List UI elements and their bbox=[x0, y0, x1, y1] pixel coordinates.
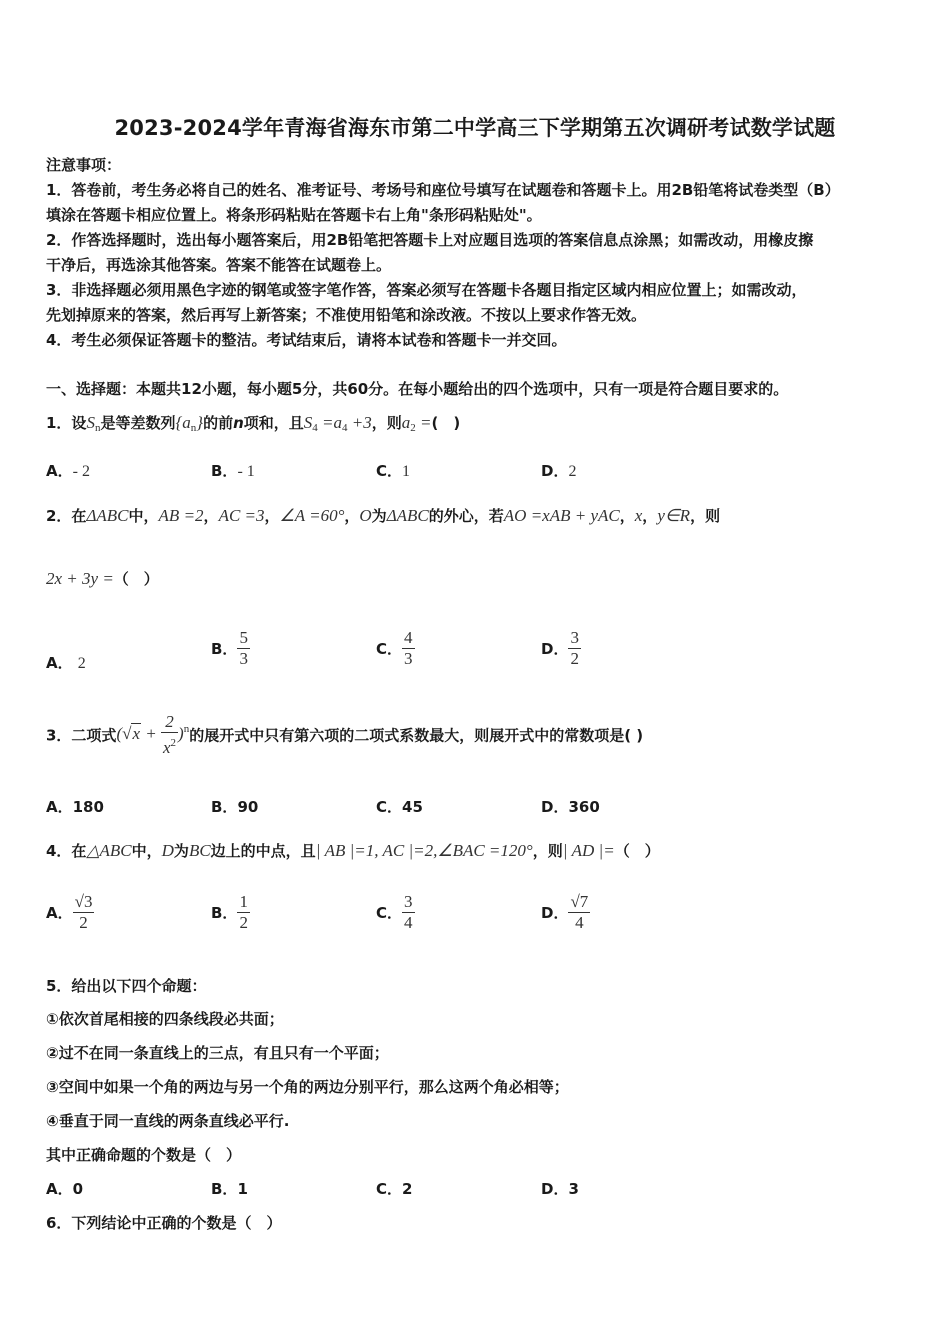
question-6: 6．下列结论中正确的个数是（ ） bbox=[46, 1214, 282, 1232]
q2-option-c[interactable]: C． $\frac{4}{3}$ bbox=[376, 628, 413, 668]
q4-option-a[interactable]: A． $\frac{√3}{2}$ bbox=[46, 892, 93, 932]
notice-line: 3．非选择题必须用黑色字迹的钢笔或签字笔作答，答案必须写在答题卡各题目指定区域内相应位置上；如需改动， bbox=[46, 281, 807, 299]
notice-line: 干净后，再选涂其他答案。答案不能答在试题卷上。 bbox=[46, 256, 392, 274]
notice-line: 先划掉原来的答案，然后再写上新答案；不准使用铅笔和涂改液。不按以上要求作答无效。 bbox=[46, 306, 647, 324]
q1-math: $a_2$ = bbox=[401, 413, 432, 434]
q4-option-d[interactable]: D． $\frac{√7}{4}$ bbox=[541, 892, 589, 932]
proposition-item: ②过不在同一条直线上的三点，有且只有一个平面； bbox=[46, 1044, 389, 1062]
notice-line: 1．答卷前，考生务必将自己的姓名、准考证号、考场号和座位号填写在试题卷和答题卡上。用2B铅笔将试卷类型（B） bbox=[46, 181, 840, 199]
q3-option-a[interactable]: A．180 bbox=[46, 798, 104, 816]
q4-option-b[interactable]: B． $\frac{1}{2}$ bbox=[211, 892, 248, 932]
q3-option-b[interactable]: B．90 bbox=[211, 798, 259, 816]
q1-text: 1．设 bbox=[46, 414, 87, 432]
binomial-expression: (√x + $\frac{2}{x^2}$ )$^n$ bbox=[116, 712, 190, 757]
proposition-item: ③空间中如果一个角的两边与另一个角的两边分别平行，那么这两个角必相等； bbox=[46, 1078, 569, 1096]
notice-line: 4．考生必须保证答题卡的整洁。考试结束后，请将本试卷和答题卡一并交回。 bbox=[46, 331, 567, 349]
question-5-prompt: 其中正确命题的个数是（ ） bbox=[46, 1146, 242, 1164]
q3-option-c[interactable]: C．45 bbox=[376, 798, 423, 816]
notice-line: 填涂在答题卡相应位置上。将条形码粘贴在答题卡右上角"条形码粘贴处"。 bbox=[46, 206, 542, 224]
question-2-cont: 2x + 3y =（ ） bbox=[46, 569, 159, 588]
q5-option-a[interactable]: A．0 bbox=[46, 1180, 84, 1198]
notice-line: 2．作答选择题时，选出每小题答案后，用2B铅笔把答题卡上对应题目选项的答案信息点涂黑；如需改动，用橡皮擦 bbox=[46, 231, 814, 249]
q1-option-a[interactable]: A．- 2 bbox=[46, 462, 90, 480]
q5-option-c[interactable]: C．2 bbox=[376, 1180, 413, 1198]
proposition-item: ①依次首尾相接的四条线段必共面； bbox=[46, 1010, 284, 1028]
q5-option-b[interactable]: B．1 bbox=[211, 1180, 248, 1198]
q1-math: $S_4 =a_4 +3$ bbox=[303, 413, 372, 434]
q2-option-b[interactable]: B． $\frac{5}{3}$ bbox=[211, 628, 248, 668]
q1-text: 是等差数列 bbox=[100, 414, 176, 432]
q1-option-c[interactable]: C．1 bbox=[376, 462, 411, 480]
question-1: 1．设$S_n$是等差数列$\{a_n\}$的前n项和，且$S_4 =a_4 +3$，则$a_2$ =( ) bbox=[46, 413, 461, 434]
q1-math: $S_n$ bbox=[86, 413, 101, 434]
question-5: 5．给出以下四个命题： bbox=[46, 977, 207, 995]
question-4: 4．在△ABC中，D为BC边上的中点，且| AB |=1, AC |=2,∠BAC =120°，则| AD |=（ ） bbox=[46, 841, 660, 860]
q2-option-a[interactable]: A． 2 bbox=[46, 654, 86, 672]
q1-math: $\{a_n\}$ bbox=[175, 413, 204, 434]
proposition-item: ④垂直于同一直线的两条直线必平行. bbox=[46, 1112, 290, 1130]
page-title: 2023-2024学年青海省海东市第二中学高三下学期第五次调研考试数学试题 bbox=[114, 116, 836, 140]
q5-option-d[interactable]: D．3 bbox=[541, 1180, 579, 1198]
notice-heading: 注意事项： bbox=[46, 156, 122, 174]
q1-option-b[interactable]: B．- 1 bbox=[211, 462, 255, 480]
q2-option-d[interactable]: D． $\frac{3}{2}$ bbox=[541, 628, 579, 668]
q3-option-d[interactable]: D．360 bbox=[541, 798, 600, 816]
question-3: 3．二项式(√x + $\frac{2}{x^2}$ )$^n$的展开式中只有第六项的二项式系数最大，则展开式中的常数项是( ) bbox=[46, 712, 644, 757]
q4-option-c[interactable]: C． $\frac{3}{4}$ bbox=[376, 892, 413, 932]
section-heading: 一、选择题：本题共12小题，每小题5分，共60分。在每小题给出的四个选项中，只有一项是符合题目要求的。 bbox=[46, 380, 789, 398]
q1-option-d[interactable]: D．2 bbox=[541, 462, 577, 480]
question-2: 2．在ΔABC中，AB =2，AC =3，∠A =60°，O为ΔABC的外心，若AO =xAB + yAC，x，y∈R，则 bbox=[46, 506, 721, 525]
